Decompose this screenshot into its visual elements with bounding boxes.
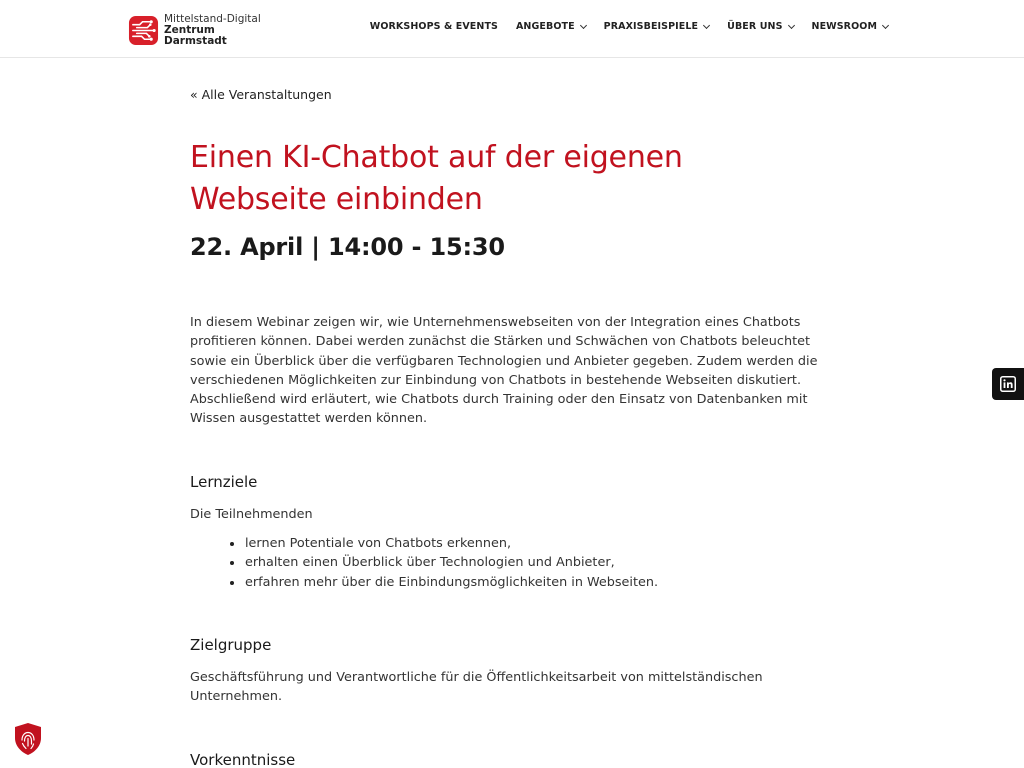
logo-line1: Mittelstand-Digital: [164, 12, 261, 25]
nav-label: ÜBER UNS: [727, 21, 783, 32]
zielgruppe-text: Geschäftsführung und Verantwortliche für die Öffentlichkeitsarbeit von mittelständischen Unternehmen.: [190, 669, 763, 705]
nav-newsroom[interactable]: [812, 21, 888, 32]
logo-text: [164, 14, 261, 47]
logo-line2: Zentrum: [164, 23, 215, 36]
circuit-logo-icon: [128, 15, 159, 46]
vorkenntnisse-heading: Vorkenntnisse: [190, 750, 296, 768]
zielgruppe-heading: Zielgruppe: [190, 635, 272, 654]
event-date: 22. April | 14:00 - 15:30: [190, 233, 505, 261]
nav-label: PRAXISBEISPIELE: [603, 21, 699, 32]
linkedin-icon: [1000, 376, 1016, 392]
list-item: erfahren mehr über die Einbindungsmöglichkeiten in Webseiten.: [245, 573, 830, 592]
nav-label: WORKSHOPS & EVENTS: [369, 21, 498, 32]
list-item: lernen Potentiale von Chatbots erkennen,: [245, 534, 830, 553]
lernziele-list: [245, 534, 830, 592]
site-logo[interactable]: [128, 13, 261, 47]
linkedin-button[interactable]: [992, 368, 1024, 400]
chevron-down-icon: [787, 21, 794, 28]
lernziele-heading: Lernziele: [190, 472, 258, 491]
nav-workshops-events[interactable]: [370, 21, 498, 32]
nav-praxisbeispiele[interactable]: [604, 21, 709, 32]
chevron-down-icon: [580, 21, 587, 28]
back-to-events-link[interactable]: « Alle Veranstaltungen: [190, 87, 332, 102]
main-nav: [370, 21, 888, 32]
logo-line3: Darmstadt: [164, 34, 227, 47]
event-intro: In diesem Webinar zeigen wir, wie Unternehmenswebseiten von der Integration eines Chatbots profitieren können. Dabei werden zunächst die Stärken und Schwächen von Chatbots beleuchtet sowie ein Überblick über die verfügbaren Technologien und Anbieter gegeben. Zudem werden die verschiedenen Möglichkeiten zur Einbindung von Chatbots in bestehende Webseiten diskutiert. Abschließend wird erläutert, wie Chatbots durch Training oder den Einsatz von Datenbanken mit Wissen ausgestattet werden können.: [190, 315, 818, 427]
chevron-down-icon: [703, 21, 710, 28]
nav-ueber-uns[interactable]: [727, 21, 793, 32]
event-title-line2: Webseite einbinden: [190, 182, 483, 217]
event-title: [190, 137, 830, 221]
event-content: [190, 84, 830, 768]
nav-label: NEWSROOM: [811, 21, 877, 32]
nav-label: ANGEBOTE: [515, 21, 575, 32]
fingerprint-shield-icon: [13, 722, 43, 756]
event-title-line1: Einen KI-Chatbot auf der eigenen: [190, 140, 683, 175]
chevron-down-icon: [882, 21, 889, 28]
site-header: [0, 0, 1024, 58]
privacy-settings-button[interactable]: [13, 722, 43, 756]
nav-angebote[interactable]: [516, 21, 586, 32]
lernziele-lead: Die Teilnehmenden: [190, 506, 313, 522]
list-item: erhalten einen Überblick über Technologien und Anbieter,: [245, 553, 830, 572]
